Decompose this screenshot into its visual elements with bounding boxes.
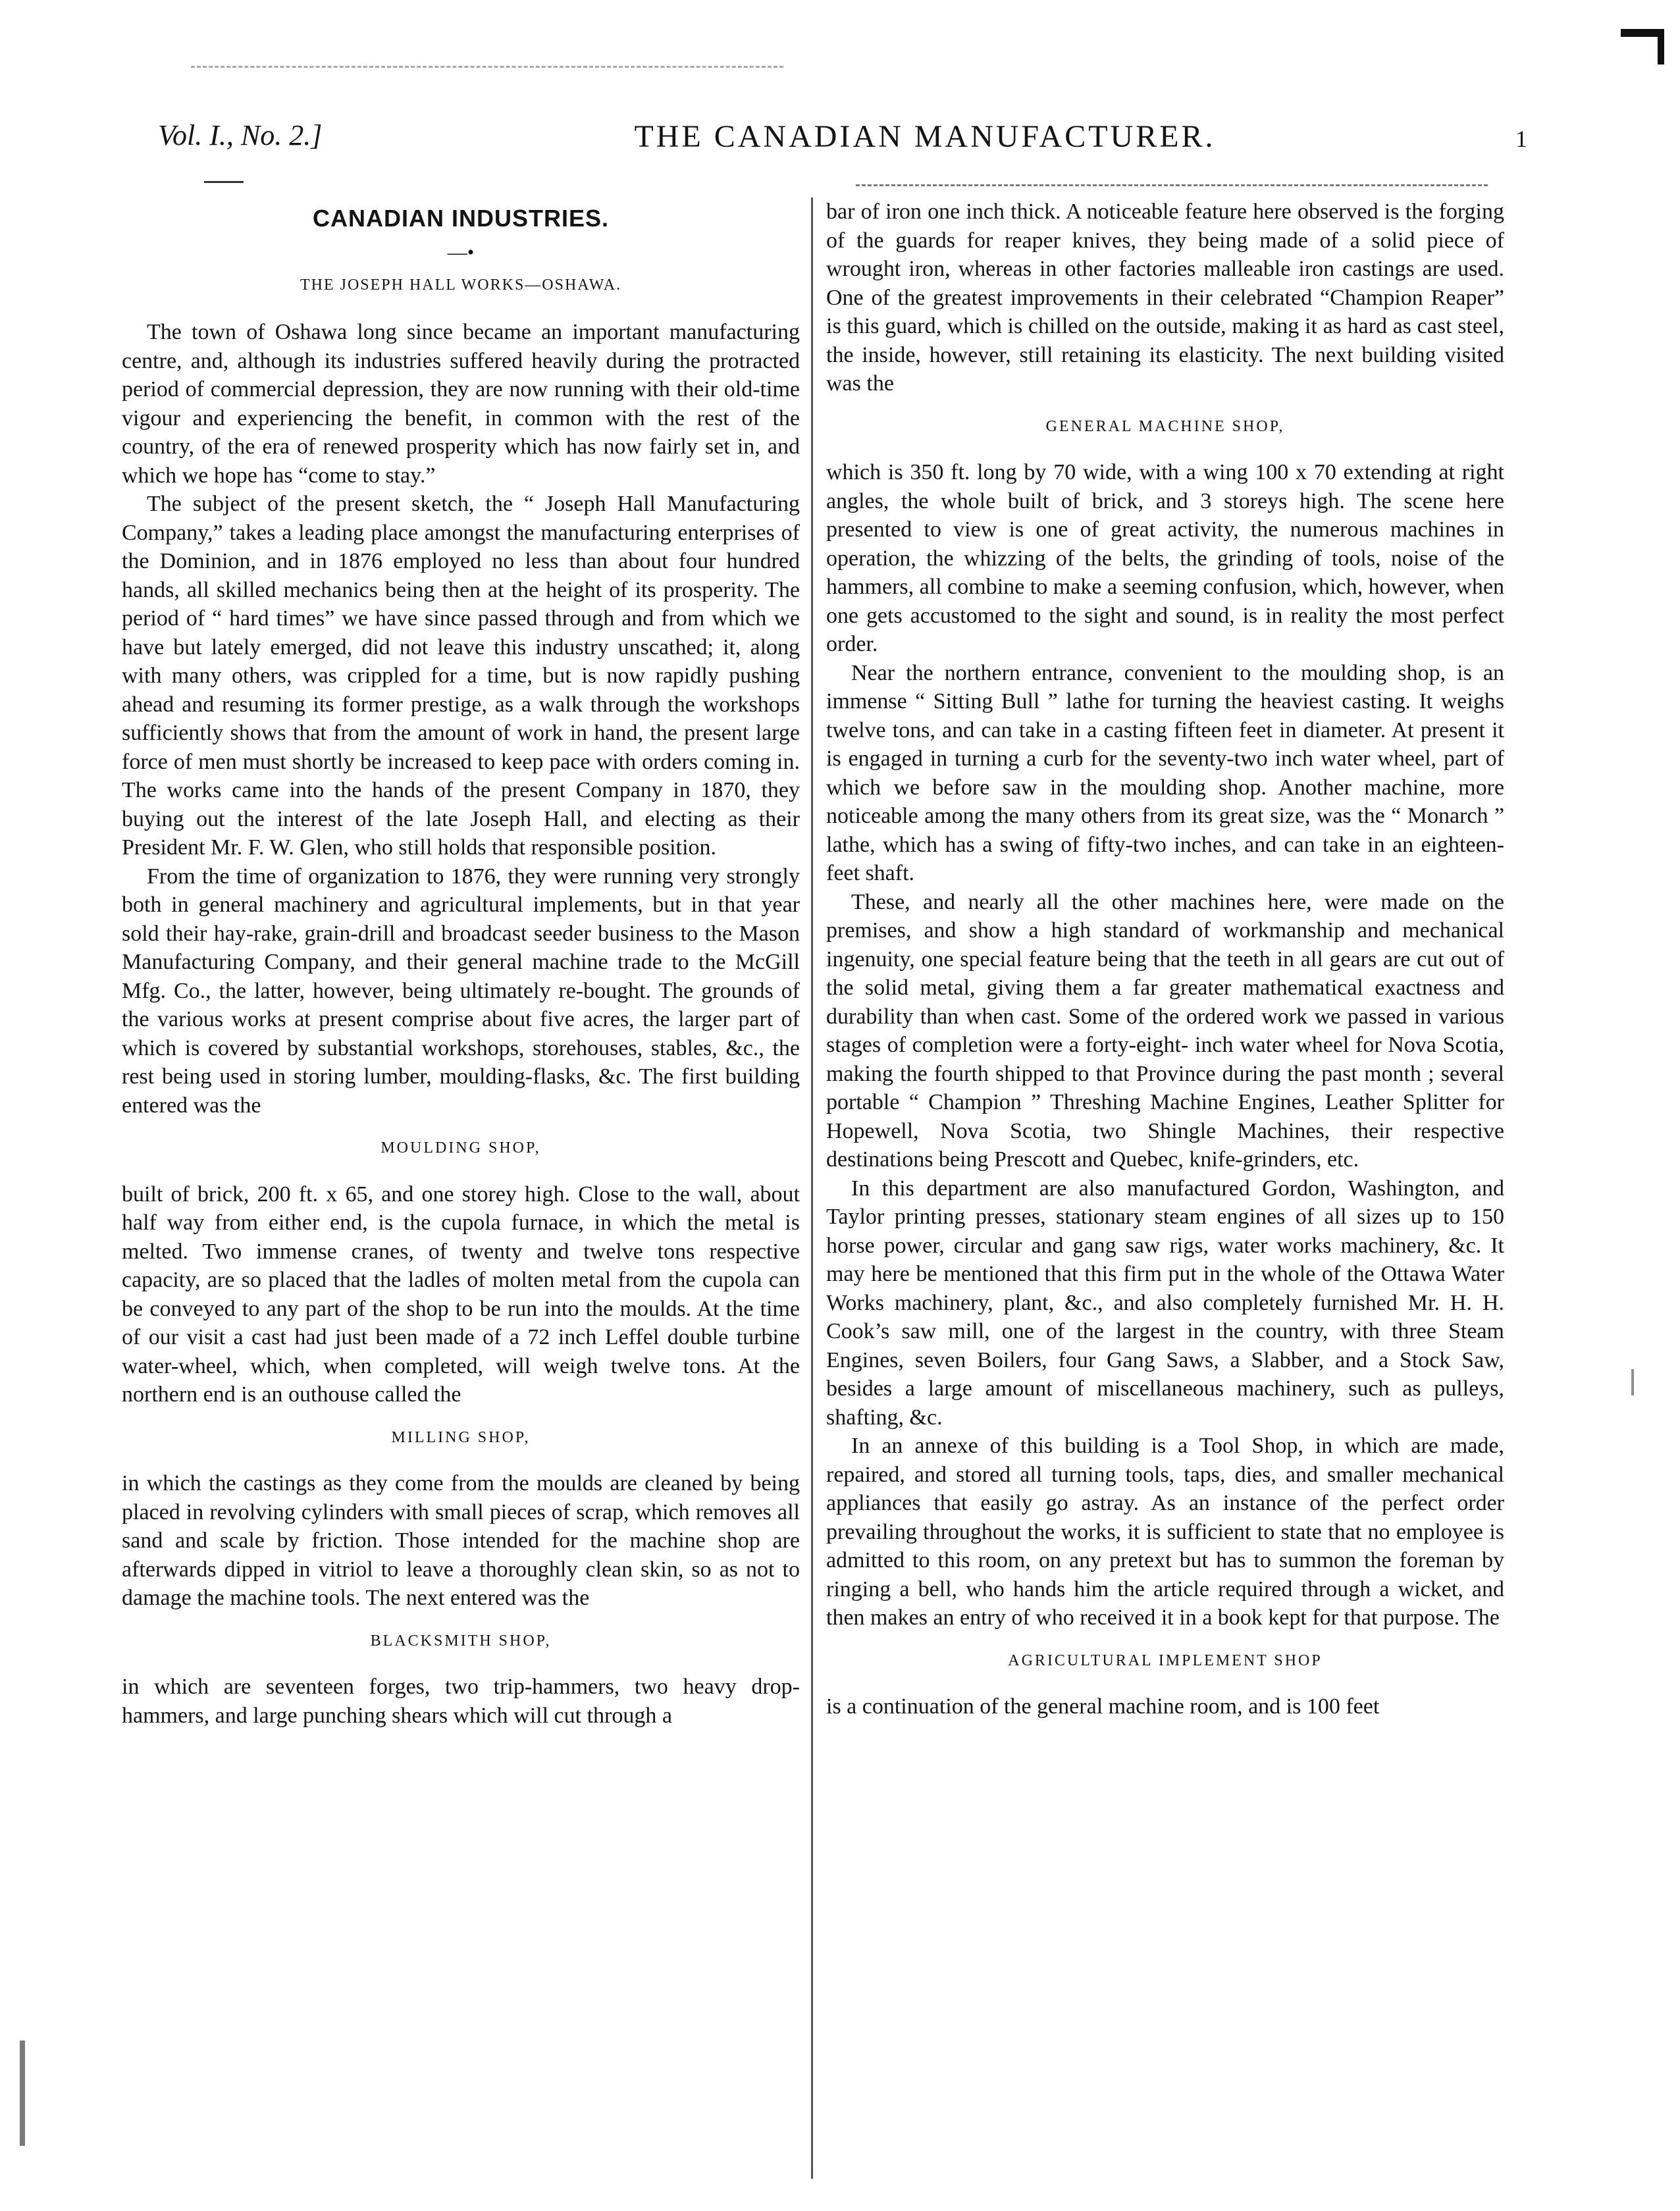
paragraph: built of brick, 200 ft. x 65, and one storey high. Close to the wall, about half way from either end, is the cupola furnace, in which the metal is melted. Two immense cranes, of twenty and twelve tons respective capacity, are so placed that the ladles of molten metal from the cupola can be conveyed to any part of the shop to be run into the moulds. At the time of our visit a cast had just been made of a 72 inch Leffel double turbine water-wheel, which, when completed, will weigh twelve tons. At the northern end is an outhouse called the bbox=[122, 1182, 800, 1407]
subheading-moulding-shop: MOULDING SHOP, bbox=[381, 1139, 541, 1157]
subheading-agricultural-implement-shop: AGRICULTURAL IMPLEMENT SHOP bbox=[1008, 1652, 1323, 1669]
masthead: THE CANADIAN MANUFACTURER. bbox=[634, 119, 1216, 154]
paragraph: Near the northern entrance, convenient to the moulding shop, is an immense “ Sitting Bull ” lathe for turning the heaviest casting. It weighs twelve tons, and can take in a casting fifteen feet in diameter. At present it is engaged in turning a curb for the seventy-two inch water wheel, part of which we before saw in the moulding shop. Another machine, more noticeable among the many others from its great size, was the “ Monarch ” lathe, which has a swing of fifty-two inches, and can take in an eighteen-feet shaft. bbox=[826, 660, 1504, 885]
paragraph: The town of Oshawa long since became an important manufacturing centre, and, although its industries suffered heavily during the protracted period of commercial depression, they are now running with their old-time vigour and experiencing the benefit, in common with the rest of the country, of the era of renewed prosperity which has now fairly set in, and which we hope has “come to stay.” bbox=[122, 320, 800, 488]
column-divider bbox=[811, 197, 813, 2179]
header-rule-left bbox=[204, 181, 244, 183]
paragraph: in which are seventeen forges, two trip-hammers, two heavy drop-hammers, and large punching shears which will cut through a bbox=[122, 1675, 800, 1728]
paragraph: From the time of organization to 1876, they were running very strongly both in general machinery and agricultural implements, but in that year sold their hay-rake, grain-drill and broadcast seeder business to the Mason Manufacturing Company, and their general machine trade to the McGill Mfg. Co., the latter, however, being ultimately re-bought. The grounds of the various works at present comprise about five acres, the larger part of which is covered by substantial workshops, storehouses, stables, &c., the rest being used in storing lumber, moulding-flasks, &c. The first building entered was the bbox=[122, 864, 800, 1118]
page-number: 1 bbox=[1515, 126, 1527, 152]
paragraph: bar of iron one inch thick. A noticeable feature here observed is the forging of the guards for reaper knives, they being made of a solid piece of wrought iron, whereas in other factories malleable iron castings are used. One of the greatest improvements in their celebrated “Champion Reaper” is this guard, which is chilled on the outside, making it as hard as cast steel, the inside, however, still retaining its elasticity. The next building visited was the bbox=[826, 199, 1504, 396]
paragraph: which is 350 ft. long by 70 wide, with a wing 100 x 70 extending at right angles, the whole built of brick, and 3 storeys high. The scene here presented to view is one of great activity, the numerous machines in operation, the whizzing of the belts, the grinding of tools, noise of the hammers, all combine to make a seeming confusion, which, however, when one gets accustomed to the sight and sound, is in reality the most perfect order. bbox=[826, 460, 1504, 656]
paragraph: In an annexe of this building is a Tool Shop, in which are made, repaired, and stored all turning tools, taps, dies, and smaller mechanical appliances that easily go astray. As an instance of the perfect order prevailing throughout the works, it is sufficient to state that no employee is admitted to this room, on any pretext but has to summon the foreman by ringing a bell, who hands him the article required through a wicket, and then makes an entry of who received it in a book kept for that purpose. The bbox=[826, 1434, 1504, 1630]
paragraph: is a continuation of the general machine room, and is 100 feet bbox=[826, 1694, 1380, 1719]
subheading-blacksmith-shop: BLACKSMITH SHOP, bbox=[370, 1632, 552, 1650]
article-subtitle: THE JOSEPH HALL WORKS—OSHAWA. bbox=[300, 276, 622, 294]
corner-scan-mark bbox=[1619, 26, 1666, 66]
subheading-milling-shop: MILLING SHOP, bbox=[391, 1428, 531, 1446]
volume-number: Vol. I., No. 2.] bbox=[158, 119, 323, 151]
paragraph: These, and nearly all the other machines here, were made on the premises, and show a high standard of workmanship and mechanical ingenuity, one special feature being that the teeth in all gears are cut out of the solid metal, giving them a far greater mathematical exactness and durability than when cast. Some of the ordered work we passed in various stages of completion were a forty-eight- inch water wheel for Nova Scotia, making the fourth shipped to that Province during the past month ; several portable “ Champion ” Threshing Machine Engines, Leather Splitter for Hopewell, Nova Scotia, two Shingle Machines, their respective destinations being Prescott and Quebec, knife-grinders, etc. bbox=[826, 889, 1504, 1172]
paragraph: The subject of the present sketch, the “ Joseph Hall Manufacturing Company,” takes a leading place amongst the manufacturing enterprises of the Dominion, and in 1876 employed no less than about four hundred hands, all skilled mechanics being then at the height of its prosperity. The period of “ hard times” we have since passed through and from which we have but lately emerged, did not leave this industry unscathed; it, along with many others, was crippled for a time, but is now rapidly pushing ahead and resuming its former prestige, as a walk through the workshops sufficiently shows that from the amount of work in hand, the present large force of men must shortly be increased to keep pace with orders coming in. The works came into the hands of the present Company in 1870, they buying out the interest of the late Joseph Hall, and electing as their President Mr. F. W. Glen, who still holds that responsible position. bbox=[122, 492, 800, 860]
right-edge-scan-mark bbox=[1631, 1369, 1634, 1395]
paragraph: in which the castings as they come from the moulds are cleaned by being placed in revolving cylinders with small pieces of scrap, which removes all sand and scale by friction. Those intended for the machine shop are afterwards dipped in vitriol to leave a thoroughly clean skin, so as not to damage the machine tools. The next entered was the bbox=[122, 1471, 800, 1610]
right-column bbox=[826, 197, 1504, 1721]
subheading-general-machine-shop: GENERAL MACHINE SHOP, bbox=[1045, 417, 1285, 435]
paragraph: In this department are also manufactured Gordon, Washington, and Taylor printing presses, stationary steam engines of all sizes up to 150 horse power, circular and gang saw rigs, water works machinery, &c. It may here be mentioned that this firm put in the whole of the Ottawa Water Works machinery, plant, &c., and also completely furnished Mr. H. H. Cook’s saw mill, one of the largest in the country, with three Steam Engines, seven Boilers, four Gang Saws, a Slabber, and a Stock Saw, besides a large amount of miscellaneous machinery, such as pulleys, shafting, &c. bbox=[826, 1176, 1504, 1430]
header-rule-right bbox=[856, 184, 1488, 186]
page-header bbox=[158, 118, 1527, 165]
left-edge-scan-mark bbox=[20, 2041, 25, 2146]
title-ornament: —• bbox=[447, 241, 475, 263]
article-title: CANADIAN INDUSTRIES. bbox=[312, 205, 609, 232]
top-dashed-rule bbox=[191, 66, 783, 68]
left-column bbox=[122, 197, 800, 1730]
